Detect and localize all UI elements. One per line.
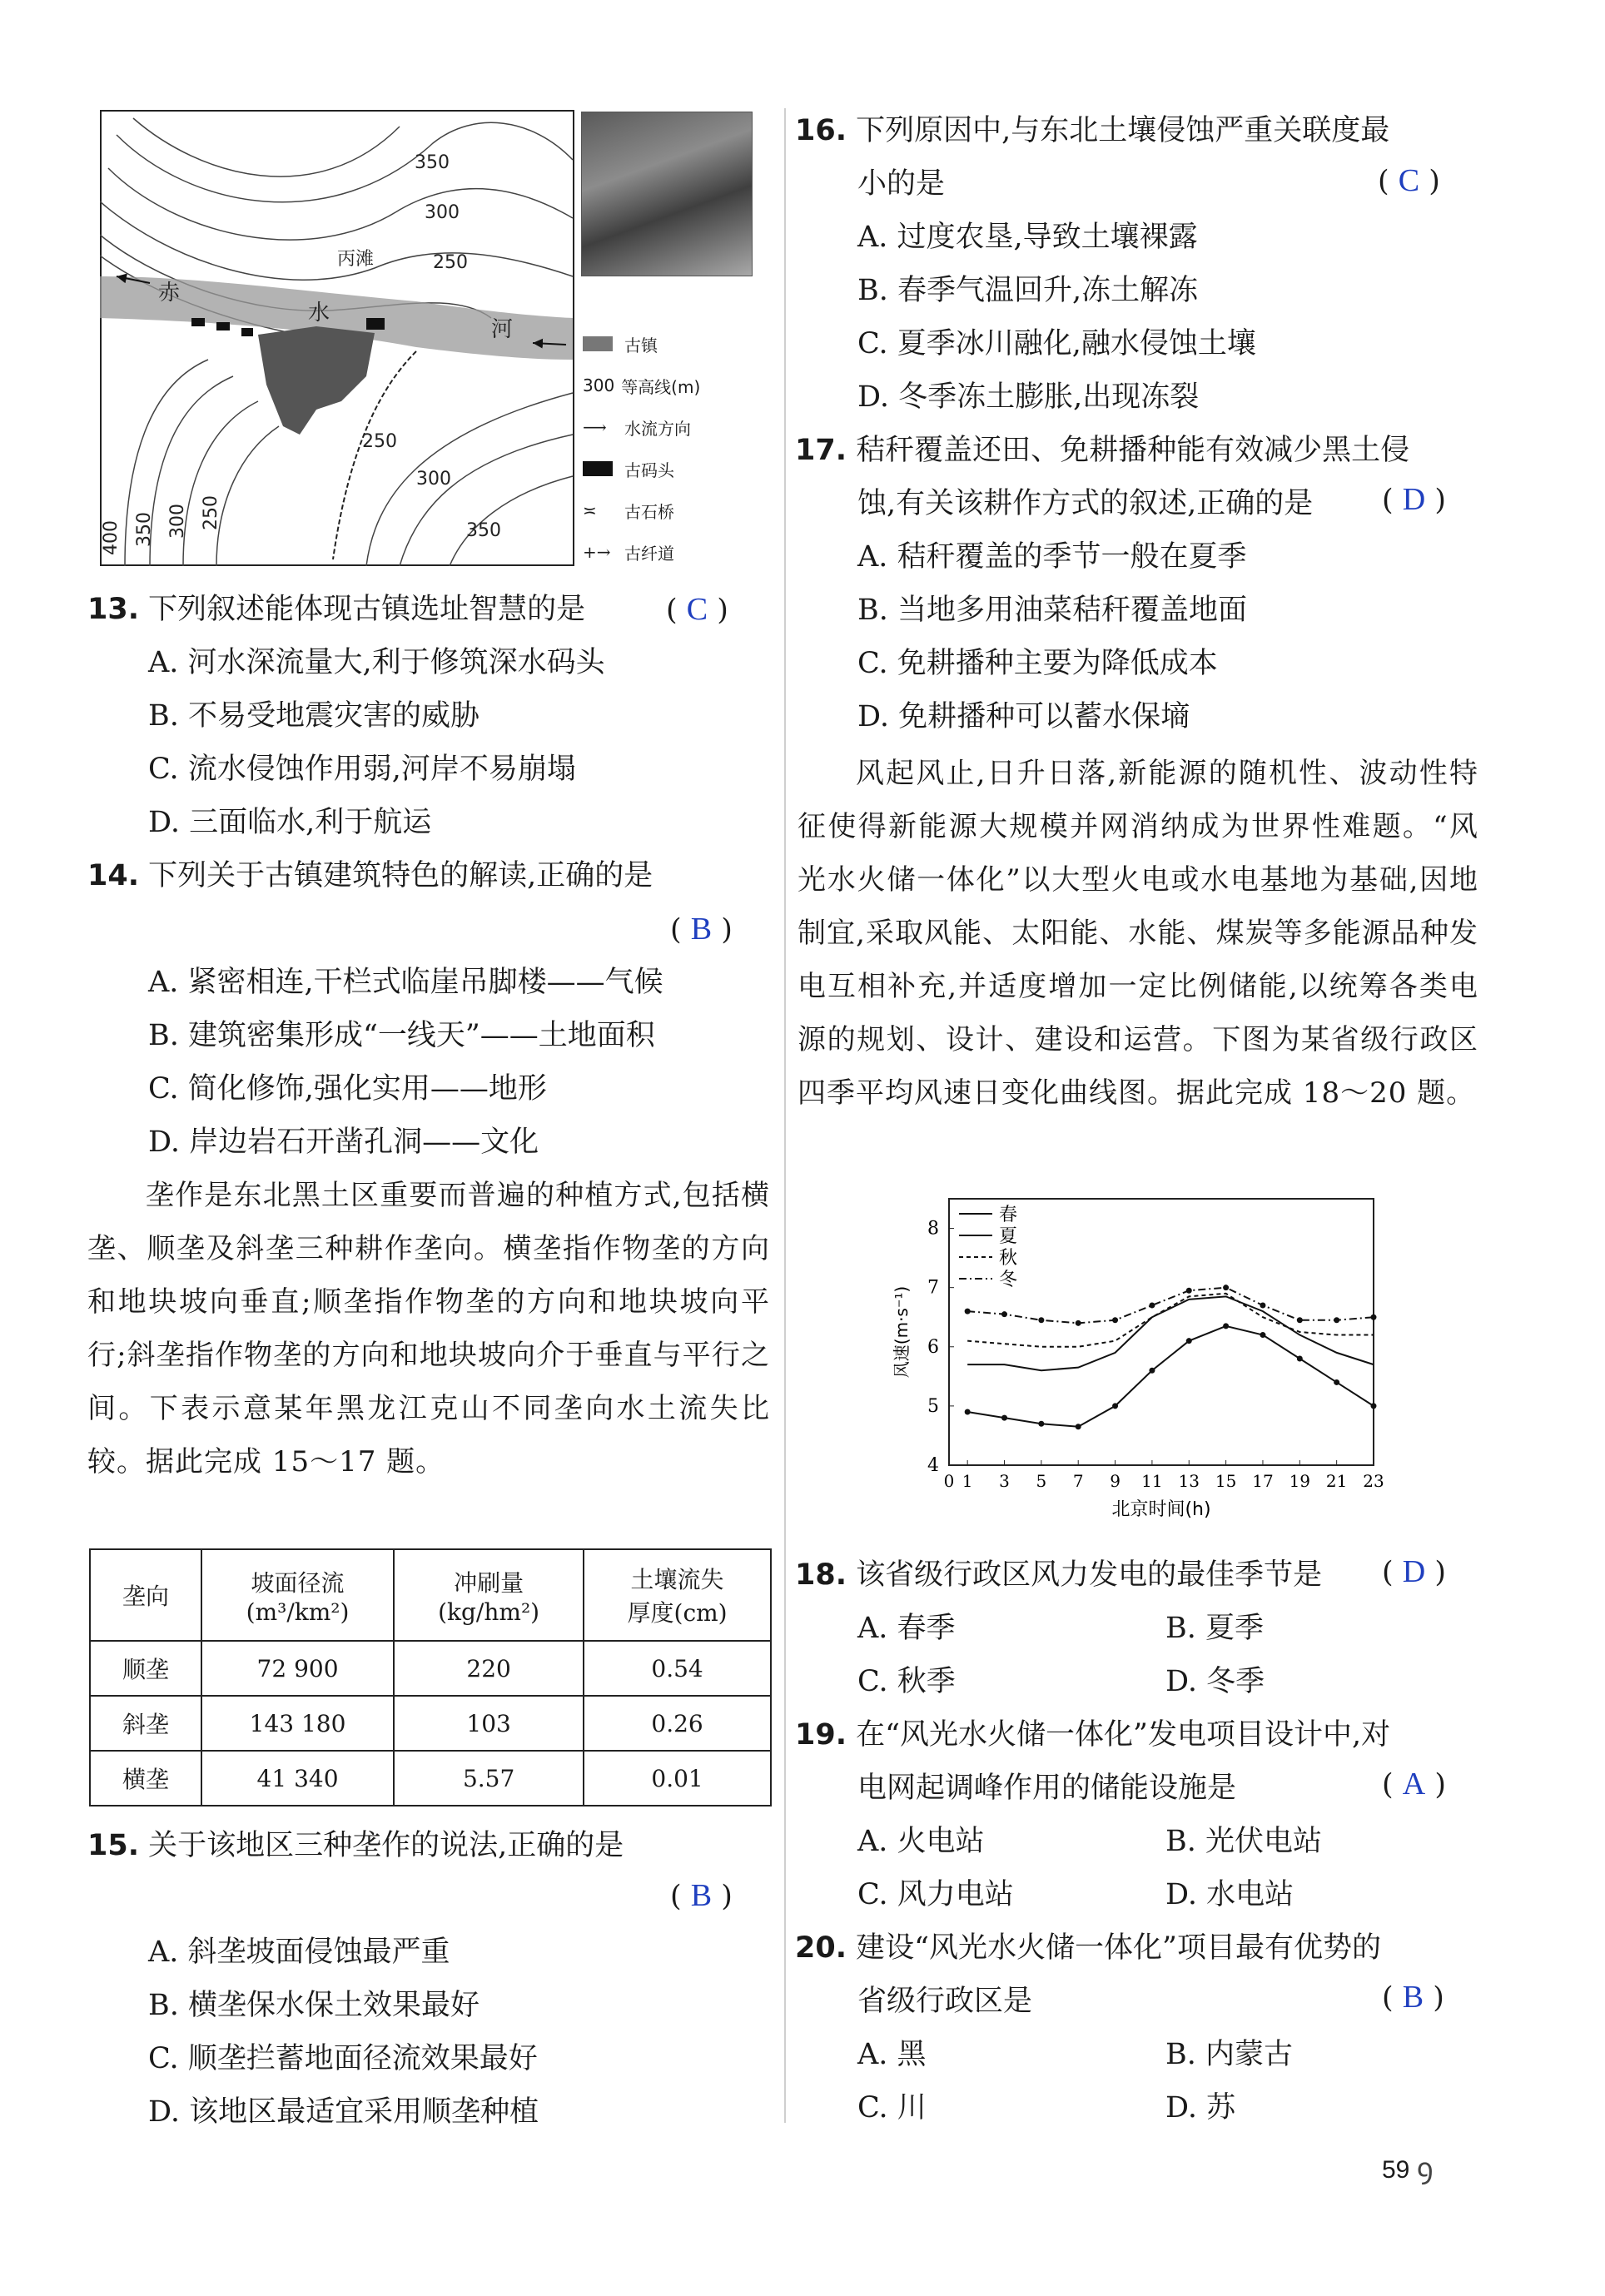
option: C. 风力电站 xyxy=(857,1878,1014,1911)
river-char: 赤 xyxy=(158,281,181,306)
legend-label: 冬 xyxy=(999,1270,1018,1290)
data-point xyxy=(1297,1356,1303,1362)
contour-label: 250 xyxy=(201,495,221,530)
answer-15: ( B ) xyxy=(670,1878,733,1913)
data-point xyxy=(1186,1338,1192,1344)
question-19: 19. 在“风光水火储一体化”发电项目设计中,对 xyxy=(795,1718,1391,1752)
river-char: 河 xyxy=(491,317,514,342)
data-point xyxy=(965,1409,971,1415)
x-tick-label: 11 xyxy=(1141,1471,1163,1491)
contour-label: 300 xyxy=(416,469,451,490)
x-tick-label: 1 xyxy=(962,1471,973,1491)
option: C. 川 xyxy=(857,2091,927,2125)
legend-item: +→ 古纤道 xyxy=(583,542,674,564)
data-point xyxy=(1334,1379,1339,1385)
option: B. 不易受地震灾害的威胁 xyxy=(148,699,480,733)
data-point xyxy=(1001,1311,1007,1317)
option: C. 简化修饰,强化实用——地形 xyxy=(148,1072,547,1106)
data-point xyxy=(1149,1303,1155,1309)
x-tick-label: 3 xyxy=(999,1471,1010,1491)
option: C. 顺垄拦蓄地面径流效果最好 xyxy=(148,2042,538,2075)
swirl-ornament-icon: ꝯ xyxy=(1416,2153,1434,2184)
contour-label: 300 xyxy=(167,504,188,539)
column-divider xyxy=(784,108,786,2123)
data-point xyxy=(1223,1323,1229,1329)
answer-17: ( D ) xyxy=(1382,482,1447,517)
option: A. 河水深流量大,利于修筑深水码头 xyxy=(148,646,605,679)
wind-speed-chart xyxy=(882,1182,1415,1532)
data-point xyxy=(1001,1415,1007,1421)
series-line-冬 xyxy=(967,1288,1374,1324)
data-point xyxy=(1371,1314,1377,1320)
contour-label: 350 xyxy=(466,520,501,541)
option: B. 夏季 xyxy=(1165,1612,1264,1645)
contour-label: 400 xyxy=(101,520,122,555)
x-tick-label: 15 xyxy=(1215,1471,1237,1491)
contour-label: 300 xyxy=(425,202,460,223)
question-16-line2: 小的是 xyxy=(857,167,946,201)
data-point xyxy=(965,1309,971,1314)
legend-label: 秋 xyxy=(999,1248,1018,1269)
table-row: 横垄 41 340 5.57 0.01 xyxy=(90,1751,771,1806)
contour-label: 350 xyxy=(415,152,450,173)
option: B. 建筑密集形成“一线天”——土地面积 xyxy=(148,1019,655,1052)
x-tick-label: 21 xyxy=(1325,1471,1348,1491)
table-header: 坡面径流 (m³/km²) xyxy=(201,1549,394,1641)
y-tick-label: 7 xyxy=(927,1277,939,1299)
flow-arrow-icon: ⟶ xyxy=(583,417,607,437)
y-axis-label: 风速(m·s⁻¹) xyxy=(892,1285,912,1379)
table-row: 斜垄 143 180 103 0.26 xyxy=(90,1696,771,1751)
legend-item: ≍ 古石桥 xyxy=(583,500,674,522)
dock-swatch-icon xyxy=(583,461,613,476)
option: D. 冬季冻土膨胀,出现冻裂 xyxy=(857,380,1200,414)
table-row: 顺垄 72 900 220 0.54 xyxy=(90,1641,771,1696)
option: B. 光伏电站 xyxy=(1165,1825,1322,1858)
page-number: 59 ꝯ xyxy=(1382,2153,1434,2184)
x-tick-label: 9 xyxy=(1110,1471,1121,1491)
contour-line-icon: 300 xyxy=(583,375,615,395)
data-point xyxy=(1371,1403,1377,1409)
y-tick-label: 6 xyxy=(927,1336,939,1358)
question-16: 16. 下列原因中,与东北土壤侵蚀严重关联度最 xyxy=(795,114,1390,147)
data-point xyxy=(1297,1317,1303,1323)
question-20-line2: 省级行政区是 xyxy=(857,1985,1033,2018)
bridge-symbol-icon: ≍ xyxy=(583,500,597,520)
data-point xyxy=(1149,1368,1155,1374)
option: B. 当地多用油菜秸秆覆盖地面 xyxy=(857,594,1247,627)
legend-item: 300 等高线(m) xyxy=(583,375,701,397)
legend-item: 古镇 xyxy=(583,323,758,365)
answer-19: ( A ) xyxy=(1382,1767,1447,1802)
table-header: 冲刷量 (kg/hm²) xyxy=(394,1549,584,1641)
option: D. 水电站 xyxy=(1165,1878,1294,1911)
contour-label: 250 xyxy=(433,252,468,273)
y-tick-label: 5 xyxy=(927,1395,939,1417)
towpath-line-icon: +→ xyxy=(583,542,611,562)
option: A. 紧密相连,干栏式临崖吊脚楼——气候 xyxy=(148,966,663,999)
option: D. 冬季 xyxy=(1165,1665,1265,1698)
contour-label: 350 xyxy=(134,512,155,547)
legend-item: ⟶ 水流方向 xyxy=(583,417,691,439)
answer-16: ( C ) xyxy=(1378,163,1440,198)
x-tick-label: 19 xyxy=(1289,1471,1311,1491)
option: A. 秸秆覆盖的季节一般在夏季 xyxy=(857,540,1247,574)
option: B. 春季气温回升,冻土解冻 xyxy=(857,274,1199,307)
table-header: 垄向 xyxy=(90,1549,201,1641)
answer-13: ( C ) xyxy=(666,592,728,627)
option: D. 苏 xyxy=(1165,2091,1236,2125)
answer-14: ( B ) xyxy=(670,912,733,947)
question-19-line2: 电网起调峰作用的储能设施是 xyxy=(857,1772,1237,1805)
option: D. 免耕播种可以蓄水保墒 xyxy=(857,700,1190,733)
question-20: 20. 建设“风光水火储一体化”项目最有优势的 xyxy=(795,1931,1381,1965)
river-char: 水 xyxy=(308,301,330,326)
option: B. 内蒙古 xyxy=(1165,2038,1293,2071)
town-swatch-icon xyxy=(583,336,613,351)
data-point xyxy=(1038,1317,1044,1323)
question-18: 18. 该省级行政区风力发电的最佳季节是 xyxy=(795,1558,1323,1592)
option: A. 黑 xyxy=(857,2038,927,2071)
x-tick-label: 17 xyxy=(1252,1471,1274,1491)
data-point xyxy=(1334,1317,1339,1323)
data-point xyxy=(1223,1285,1229,1290)
x-axis-label: 北京时间(h) xyxy=(1111,1499,1211,1520)
data-point xyxy=(1076,1424,1081,1429)
y-tick-label: 4 xyxy=(927,1455,939,1476)
intro-paragraph-18: 风起风止,日升日落,新能源的随机性、波动性特征使得新能源大规模并网消纳成为世界性难题。“风光水火储一体化”以大型火电或水电基地为基础,因地制宜,采取风能、太阳能、水能、煤炭等多能源品种发电互相补充,并适度增加一定比例储能,以统筹各类电源的规划、设计、建设和运营。下图为某省级行政区四季平均风速日变化曲线图。据此完成 18～20 题。 xyxy=(798,757,1478,1110)
intro-paragraph-15: 垄作是东北黑土区重要而普遍的种植方式,包括横垄、顺垄及斜垄三种耕作垄向。横垄指作物垄的方向和地块坡向垂直;顺垄指作物垄的方向和地块坡向平行;斜垄指作物垄的方向和地块坡向介于垂直与平行之间。下表示意某年黑龙江克山不同垄向水土流失比较。据此完成 15～17 题。 xyxy=(87,1179,770,1478)
data-point xyxy=(1260,1303,1265,1309)
contour-label: 250 xyxy=(362,431,397,452)
option: D. 岸边岩石开凿孔洞——文化 xyxy=(148,1126,539,1159)
question-17-line2: 蚀,有关该耕作方式的叙述,正确的是 xyxy=(857,487,1314,520)
question-15: 15. 关于该地区三种垄作的说法,正确的是 xyxy=(87,1829,624,1862)
option: A. 过度农垦,导致土壤裸露 xyxy=(857,221,1198,254)
soil-loss-table xyxy=(89,1548,772,1806)
option: C. 流水侵蚀作用弱,河岸不易崩塌 xyxy=(148,753,576,786)
answer-18: ( D ) xyxy=(1382,1554,1447,1589)
data-point xyxy=(1186,1288,1192,1294)
map-legend xyxy=(583,323,758,573)
legend-item: 古码头 xyxy=(583,448,758,490)
data-point xyxy=(1112,1403,1118,1409)
option: D. 该地区最适宜采用顺垄种植 xyxy=(148,2095,539,2129)
answer-20: ( B ) xyxy=(1382,1980,1444,2015)
data-point xyxy=(1112,1317,1118,1323)
option: A. 春季 xyxy=(857,1612,956,1645)
x-tick-label: 13 xyxy=(1178,1471,1200,1491)
table-header: 土壤流失 厚度(cm) xyxy=(584,1549,771,1641)
x-tick-label: 7 xyxy=(1072,1471,1084,1491)
data-point xyxy=(1038,1421,1044,1427)
legend-label: 春 xyxy=(999,1205,1018,1225)
x-tick-label: 5 xyxy=(1036,1471,1047,1491)
x-tick-label: 23 xyxy=(1363,1471,1384,1491)
option: C. 秋季 xyxy=(857,1665,956,1698)
option: D. 三面临水,利于航运 xyxy=(148,806,432,839)
town-map xyxy=(100,110,574,566)
question-14: 14. 下列关于古镇建筑特色的解读,正确的是 xyxy=(87,859,653,892)
question-17: 17. 秸秆覆盖还田、免耕播种能有效减少黑土侵 xyxy=(795,434,1410,467)
option: A. 斜垄坡面侵蚀最严重 xyxy=(148,1936,450,1969)
option: A. 火电站 xyxy=(857,1825,985,1858)
option: C. 免耕播种主要为降低成本 xyxy=(857,647,1218,680)
place-label: 丙滩 xyxy=(337,249,375,270)
question-13: 13. 下列叙述能体现古镇选址智慧的是 xyxy=(87,593,586,626)
series-line-秋 xyxy=(967,1294,1374,1347)
town-photo xyxy=(581,112,753,276)
option: C. 夏季冰川融化,融水侵蚀土壤 xyxy=(857,327,1256,360)
option: B. 横垄保水保土效果最好 xyxy=(148,1989,480,2022)
data-point xyxy=(1260,1332,1265,1338)
data-point xyxy=(1076,1320,1081,1326)
x-tick-label: 0 xyxy=(943,1471,955,1491)
y-tick-label: 8 xyxy=(927,1218,939,1240)
legend-label: 夏 xyxy=(999,1226,1018,1247)
